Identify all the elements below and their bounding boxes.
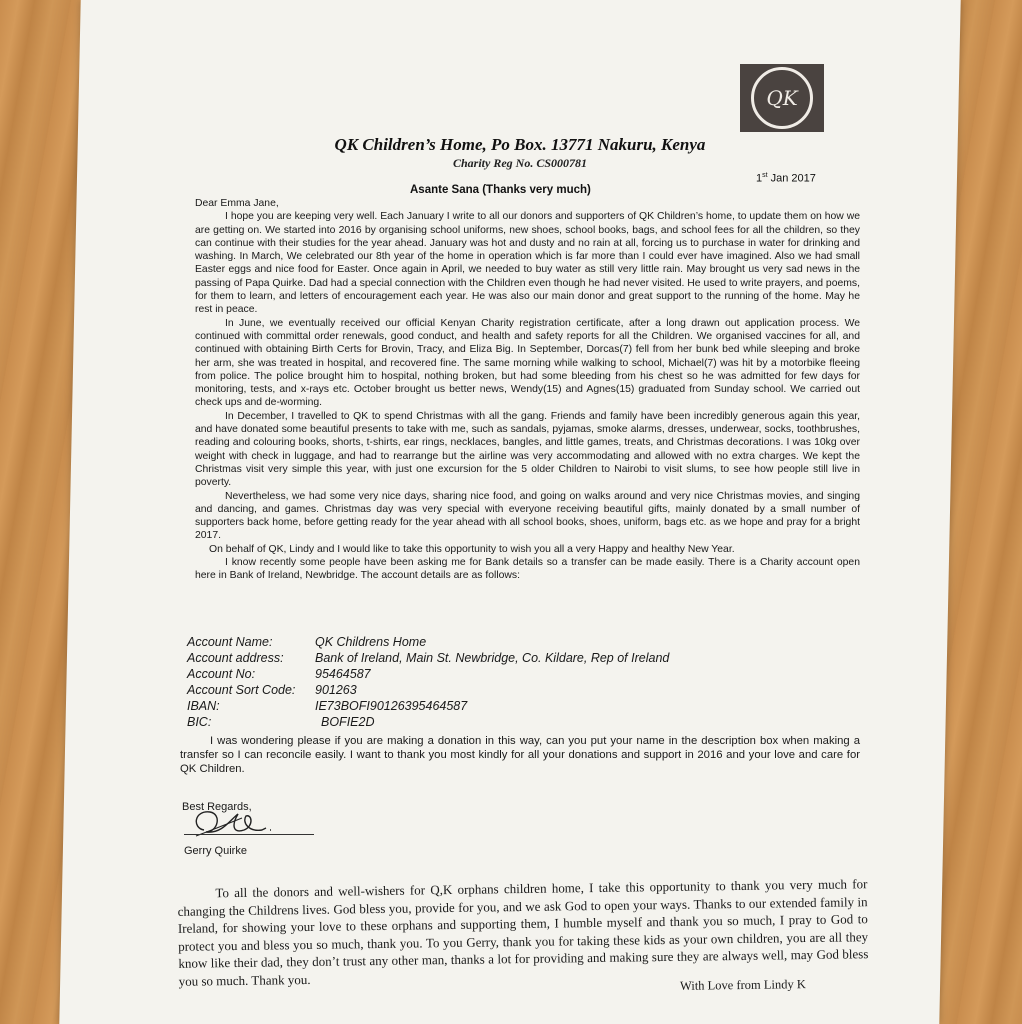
iban-value: IE73BOFI90126395464587: [315, 699, 468, 713]
org-title: QK Children’s Home, Po Box. 13771 Nakuru, Kenya: [334, 135, 706, 154]
account-address-value: Bank of Ireland, Main St. Newbridge, Co. Kildare, Rep of Ireland: [315, 651, 670, 665]
salutation: Dear Emma Jane,: [195, 198, 279, 209]
sort-code-label: Account Sort Code:: [187, 683, 296, 697]
signer-name: Gerry Quirke: [184, 845, 247, 857]
paragraph-1: I hope you are keeping very well. Each January I write to all our donors and supporters of QK Children’s home, to update them on how we are getting on. We started into 2016 by organising school uniforms, new shoes, school books, bags, and school fees for all the children, so they can continue with their studies for the year ahead. January was hot and dusty and no rain at all, forcing us to purchase in water for drinking and washing. In March, We celebrated our 8th year of the home in operation which is far more than I could ever have imagined. Also we had small Easter eggs and nice food for Easter. Once again in April, we needed to buy water as still very little rain. May brought us very sad news in the passing of Papa Quirke. Dad had a special connection with the Children even though he had never visited. He used to write prayers, and poems, for them to learn, and letters of encouragement each year. He was also our main donor and great support to the running of the home. May he rest in peace.: [195, 211, 860, 316]
lindy-message-text: To all the donors and well-wishers for Q,K orphans children home, I take this opportunity to thank you very much for changing the Childrens lives. God bless you, provide for you, and we ask God to open your ways. Thanks to our extended family in Ireland, for showing your love to these orphans and supporting them, I humble myself and thank you so much, I pray to God to protect you and bless you so much, thank you. To you Gerry, thank you for taking these kids as your own children, you are all they know like their dad, they don’t trust any other man, thanks a lot for providing and making sure they are always well, may God bless you so much. Thank you.: [177, 876, 869, 989]
lindy-message: [177, 875, 868, 990]
closing-paragraph: [180, 734, 860, 776]
date-rest: Jan 2017: [767, 172, 816, 185]
letter-body: [195, 197, 860, 583]
signature-line: [184, 834, 314, 835]
donation-request: I was wondering please if you are making a donation in this way, can you put your name in the description box when making a transfer so I can reconcile easily. I want to thank you most kindly for all your donations and support in 2016 and your love and care for QK Children.: [180, 735, 860, 775]
date-day: 1: [756, 172, 763, 185]
sort-code-value: 901263: [315, 683, 357, 697]
account-row: [187, 682, 747, 698]
logo-text: QK: [766, 86, 798, 110]
date-suffix: st: [762, 172, 768, 179]
account-details: [187, 634, 747, 730]
account-number-label: Account No:: [187, 667, 256, 681]
letter-paper: [59, 0, 960, 1024]
account-row: [187, 714, 747, 730]
account-row: [187, 650, 747, 666]
bic-label: BIC:: [187, 715, 212, 729]
paragraph-4: Nevertheless, we had some very nice days, sharing nice food, and going on walks around and very nice Christmas movies, and singing and dancing, and games. Christmas day was very special with everyone receiving beautiful gifts, mainly donated by a small number of supporters back home, before getting ready for the year ahead with all school books, shoes, uniform, bags etc. as we hope and pray for a bright 2017.: [195, 490, 860, 542]
lindy-closing: With Love from Lindy K: [679, 977, 806, 993]
paragraph-3: In December, I travelled to QK to spend Christmas with all the gang. Friends and family have been incredibly generous again this year, and have donated some beautiful presents to take with me, such as sandals, pyjamas, smoke alarms, dresses, underwear, socks, toothbrushes, reading and colouring books, shorts, t-shirts, ear rings, necklaces, bangles, and little games, treats, and Christmas decorations. I was 10kg over weight with check in luggage, and had to rearrange but the airline was very accommodating and allowed with no extra charges. We kept the Christmas visit very simple this year, with just one excursion for the 5 older Children to Nairobi to visit slums, to see how people still live in poverty.: [195, 410, 860, 489]
paragraph-2: In June, we eventually received our official Kenyan Charity registration certificate, after a long drawn out application process. We continued with committal order renewals, good conduct, and health and safety reports for all the Children. We organised vaccines for all, and continued with obtaining Birth Certs for Brovin, Tracy, and Eliza Big. In September, Dorcas(7) fell from her bunk bed while sleeping and broke her arm, she was treated in hospital, and recovered fine. The same morning while walking to school, Michael(7) was hit by a motorbike fleeing from police. The police brought him to hospital, nothing broken, but had some bleeding from his chest so he was admitted for few days for monitoring, tests, and x-rays etc. October brought us better news, Wendy(15) and Agnes(15) graduated from Sunday school. We carried out check ups and de-worming.: [195, 317, 860, 409]
bank-intro: I know recently some people have been asking me for Bank details so a transfer can be made easily. There is a Charity account open here in Bank of Ireland, Newbridge. The account details are as follows:: [195, 557, 860, 582]
iban-label: IBAN:: [187, 699, 220, 713]
account-row: [187, 698, 747, 714]
behalf-line: On behalf of QK, Lindy and I would like to take this opportunity to wish you all a very Happy and healthy New Year.: [209, 543, 735, 555]
bic-value: BOFIE2D: [321, 715, 375, 729]
logo-circle: [751, 67, 813, 129]
account-address-label: Account address:: [187, 651, 284, 665]
account-row: [187, 666, 747, 682]
letter-subject: Asante Sana (Thanks very much): [410, 184, 591, 196]
logo: [740, 64, 824, 132]
best-regards: Best Regards,: [182, 801, 252, 813]
account-name-value: QK Childrens Home: [315, 635, 427, 649]
letter-date: [756, 172, 816, 185]
charity-reg-number: Charity Reg No. CS000781: [452, 156, 587, 170]
letter-content: [70, 0, 950, 1024]
account-number-value: 95464587: [315, 667, 371, 681]
account-row: [187, 634, 747, 650]
account-name-label: Account Name:: [187, 635, 273, 649]
